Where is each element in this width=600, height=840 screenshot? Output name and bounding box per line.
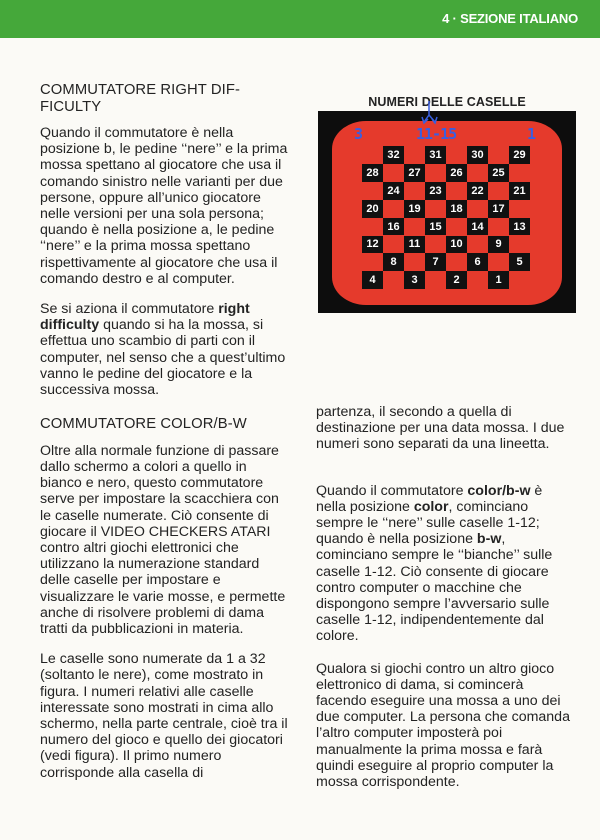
square-7: 7 [425,253,446,271]
square-9: 9 [488,236,509,254]
paragraph-right-difficulty-1: Quando il commutatore è nella posizione b, le pedine ‘‘nere’’ e la prima mossa spettano al giocatore che usa il comando sinistro nelle varianti per due persone, oppure all’unico giocatore nelle versioni per una sola persona; quando è nella posizione a, le pedine ‘‘nere’’ e la prima mossa spettano rispettivamente al giocatore che usa il comando destro e al computer. [40,125,288,287]
square-29: 29 [509,146,530,164]
section-title: 4 · SEZIONE ITALIANO [442,11,578,26]
square-3: 3 [404,271,425,289]
heading-color-bw: COMMUTATORE COLOR/B-W [40,416,247,433]
square-27: 27 [404,164,425,182]
square-25: 25 [488,164,509,182]
square-23: 23 [425,182,446,200]
text-run: quando si ha la mossa, si effettua uno scambio di parti con il computer, nel senso che a quest’ultimo vanno le pedine del giocatore e la successiva mossa. [40,317,286,399]
heading-right-difficulty: COMMUTATORE RIGHT DIF- FICULTY [40,82,241,115]
square-10: 10 [446,236,467,254]
square-19: 19 [404,200,425,218]
checkerboard [362,146,530,289]
square-1: 1 [488,271,509,289]
square-24: 24 [383,182,404,200]
paragraph-continuation: partenza, il secondo a quella di destinazione per una data mossa. I due numeri sono separati da una lineetta. [316,404,565,453]
square-5: 5 [509,253,530,271]
checkerboard-figure [318,111,576,313]
bold-term-right-difficulty: right difficulty [40,301,250,334]
square-17: 17 [488,200,509,218]
score-center: 11-15 [416,125,457,143]
square-11: 11 [404,236,425,254]
paragraph-electronic-game: Qualora si giochi contro un altro gioco elettronico di dama, si comincerà facendo eseguire una mossa a uno dei due computer. La persona che comanda l’altro computer imposterà poi manualmente la prima mossa e farà quindi eseguire al proprio computer la mossa corrispondente. [316,660,570,791]
square-13: 13 [509,218,530,236]
bold-term-b-w: b-w [476,531,502,548]
square-8: 8 [383,253,404,271]
square-16: 16 [383,218,404,236]
paragraph-color-bw-2: Le caselle sono numerate da 1 a 32 (soltanto le nere), come mostrato in figura. I numeri relativi alle caselle interessate sono mostrati in cima allo schermo, nella parte centrale, cioè tra il numero del gioco e quello dei giocatori (vedi figura). Il primo numero corrisponde alla casella di [40,651,288,781]
text-run: Se si aziona il commutatore [40,301,219,318]
square-28: 28 [362,164,383,182]
text-run: , cominciano sempre le ‘‘bianche’’ sulle caselle 1-12. Ciò consente di giocare contro computer o macchine che dispongono sempre l’avversario sulle caselle 1-12, indipendentemente dal colore. [316,531,553,645]
left-column [40,82,290,795]
square-18: 18 [446,200,467,218]
square-30: 30 [467,146,488,164]
square-21: 21 [509,182,530,200]
square-32: 32 [383,146,404,164]
score-left: 3 [354,125,363,143]
paragraph-color-bw-1: Oltre alla normale funzione di passare dallo schermo a colori a quello in bianco e nero, questo commutatore serve per impostare la scacchiera con le caselle numerate. Ciò consente di giocare il VIDEO CHECKERS ATARI contro altri giochi elettronici che utilizzano la numerazione standard delle caselle per impostare e visualizzare le varie mosse, e permette anche di risolvere problemi di dama tratti da pubblicazioni in materia. [40,442,286,637]
bold-term-color-bw: color/b-w [467,482,531,499]
pointer-arrows [318,111,576,151]
text-run: Quando il commutatore [316,482,468,499]
bold-term-color: color [413,498,449,515]
header-bar [0,0,600,38]
paragraph-color-bw-3 [316,483,574,645]
square-12: 12 [362,236,383,254]
square-14: 14 [467,218,488,236]
square-26: 26 [446,164,467,182]
square-22: 22 [467,182,488,200]
square-20: 20 [362,200,383,218]
paragraph-right-difficulty-2 [40,301,290,398]
right-column [316,404,574,804]
square-31: 31 [425,146,446,164]
figure-caption: NUMERI DELLE CASELLE [368,95,526,109]
text-run: è nella posizione [316,482,543,515]
square-2: 2 [446,271,467,289]
text-run: , cominciano sempre le ‘‘nere’’ sulle caselle 1-12; quando è nella posizione [316,498,540,548]
score-right: 1 [527,125,536,143]
square-6: 6 [467,253,488,271]
square-15: 15 [425,218,446,236]
square-4: 4 [362,271,383,289]
